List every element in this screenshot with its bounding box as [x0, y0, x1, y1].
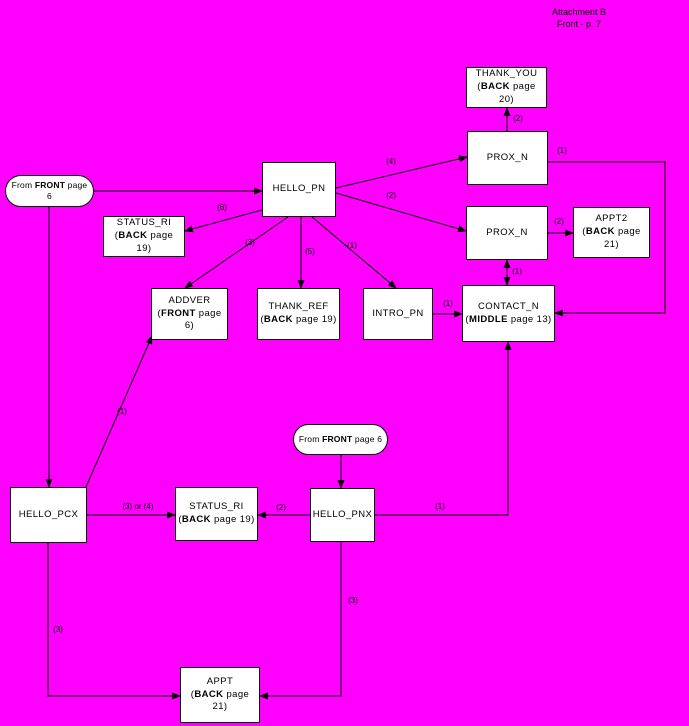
node-thank-ref: [257, 288, 340, 340]
node-label-line: (BACK page 19): [178, 514, 255, 525]
node-contact-n: [462, 285, 555, 342]
edge-label-2: (6): [217, 203, 227, 213]
node-label-line: (BACK page 19): [260, 314, 337, 325]
edge-label-9: (1): [557, 146, 567, 156]
node-hello-pnx: [310, 488, 375, 542]
edge-label-3: (3): [245, 238, 255, 248]
edge-label-13: (1): [117, 407, 127, 417]
node-label-line: (BACK page: [582, 226, 641, 238]
node-label-line: THANK_YOU: [475, 68, 538, 80]
node-label-line: STATUS_RI: [189, 501, 244, 513]
node-from-front-mid: [293, 424, 388, 455]
node-hello-pn: [262, 162, 336, 217]
node-label-line: CONTACT_N: [478, 300, 539, 312]
node-label-line: PROX_N: [486, 226, 528, 238]
node-label-line: HELLO_PCX: [18, 508, 79, 520]
node-label-line: THANK_REF: [268, 301, 329, 313]
node-hello-pcx: [10, 487, 87, 543]
node-label-line: APPT2: [595, 213, 628, 225]
edge-label-10: (1): [512, 267, 522, 277]
node-addver: [151, 288, 228, 340]
edge-label-14: (3) or (4): [122, 502, 154, 512]
edge-label-7: (2): [386, 191, 396, 201]
node-status-ri-top: [103, 216, 185, 257]
edge-label-11: (2): [554, 217, 564, 227]
attachment-note-line1: Attachment B: [551, 7, 607, 17]
edge-label-4: (5): [305, 247, 315, 257]
edge-label-8: (2): [513, 114, 523, 124]
node-prox-n-2: [466, 206, 548, 260]
edge-label-18: (3): [348, 596, 358, 606]
node-thank-you: [466, 67, 547, 108]
node-label-line: 21): [604, 238, 619, 250]
node-label-line: HELLO_PN: [272, 183, 326, 195]
edge-label-15: (2): [276, 503, 286, 513]
edge-3: [185, 217, 288, 288]
node-intro-pn: [363, 288, 433, 340]
node-from-front-top: [5, 175, 94, 207]
edge-18: [260, 542, 341, 696]
node-label-line: (BACK page 21): [190, 688, 250, 713]
edge-label-6: (4): [386, 157, 396, 167]
edge-7: [336, 193, 466, 231]
attachment-note-line2: Front - p. 7: [556, 19, 601, 30]
edge-5: [312, 217, 396, 288]
edge-label-12: (1): [443, 299, 453, 309]
node-label-line: PROX_N: [486, 151, 529, 163]
edge-label-17: (1): [435, 502, 445, 512]
edges-group: [48, 108, 665, 696]
node-label-line: (MIDDLE page 13): [465, 313, 552, 325]
node-label-line: (BACK page 19): [114, 230, 174, 254]
edge-19: [48, 543, 180, 696]
node-label-line: HELLO_PNX: [312, 508, 373, 520]
node-label-line: APPT: [206, 675, 234, 687]
edge-label-19: (3): [53, 625, 63, 635]
node-label-line: ADDVER: [168, 294, 211, 306]
node-label-line: (FRONT page 6): [157, 307, 222, 332]
attachment-note: [514, 6, 644, 30]
node-label-line: From FRONT page 6: [298, 433, 383, 444]
node-label-line: STATUS_RI: [116, 217, 172, 229]
edge-6: [336, 157, 467, 188]
node-status-ri-low: [175, 487, 258, 541]
node-prox-n-1: [467, 131, 548, 185]
edge-17: [375, 342, 508, 515]
node-appt2: [573, 207, 650, 258]
node-label-line: From FRONT page 6: [11, 179, 88, 201]
edge-2: [185, 210, 262, 231]
node-label-line: (BACK page 20): [477, 81, 536, 105]
node-appt: [180, 667, 260, 723]
node-label-line: INTRO_PN: [372, 307, 424, 319]
edge-label-5: (1): [347, 241, 357, 251]
